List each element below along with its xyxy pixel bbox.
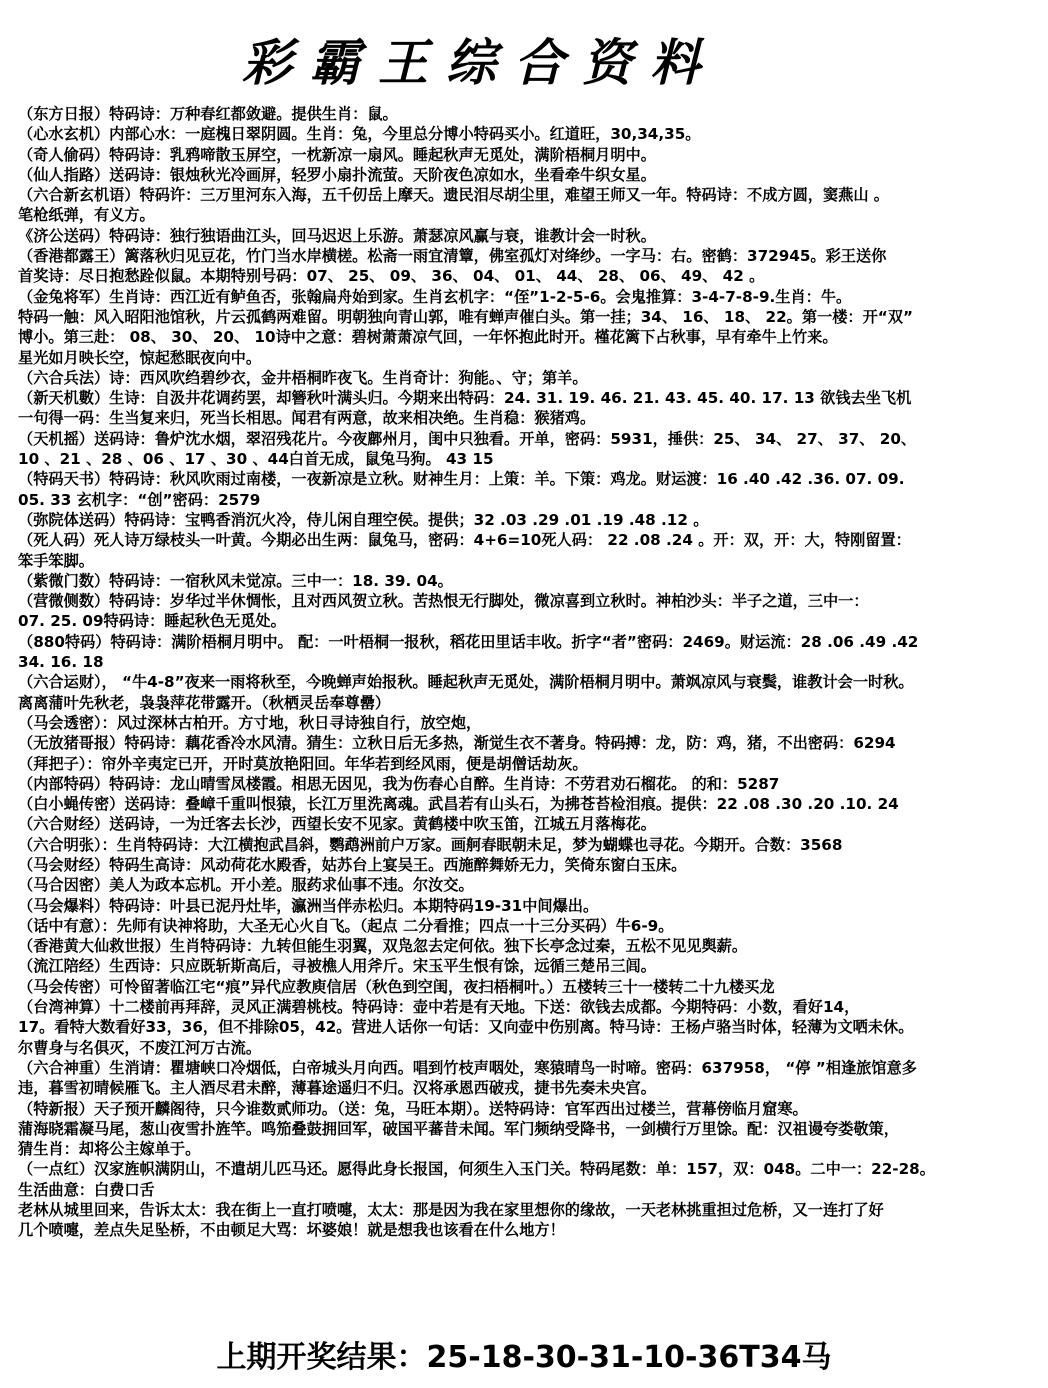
text-line: 尔曹身与名俱灭，不废江河万古流。 [18, 1038, 261, 1057]
text-line: （香港黄大仙救世报）生肖特码诗：九转但能生羽翼，双凫忽去定何依。独下长亭念过秦，五松不见见舆薪。 [18, 937, 747, 956]
text-line: 老林从城里回来，告诉太太：我在街上一直打喷嚏，太太：那是因为我在家里想你的缘故，一天老林挑重担过危桥，又一连打了好 [18, 1201, 884, 1220]
text-line: （奇人偷码）特码诗：乳鸦啼散玉屏空，一枕新凉一扇风。睡起秋声无觅处，满阶梧桐月明中。 [18, 145, 656, 164]
text-line: 一句得一码：生当复来归，死当长相思。闻君有两意，故来相决绝。生肖稳：猴猪鸡。 [18, 409, 596, 428]
text-line: 笔枪纸弹，有义方。 [18, 206, 155, 225]
text-line: 星光如月映长空，惊起愁眠夜向中。 [18, 348, 261, 367]
text-line: （天机摇）送码诗：鲁炉沈水烟，翠沼残花片。今夜鄜州月，闺中只独看。开单，密码：5931，捶供：25、 34、 27、 37、 20、 [18, 429, 917, 448]
text-line: （东方日报）特码诗：万种春红都敛避。提供生肖：鼠。 [18, 105, 398, 123]
text-line: 17。看特大数看好33，36，但不排除05，42。营进人话你一句话：又向壶中伤别离。特马诗：王杨卢骆当时体，轻薄为文哂未休。 [18, 1018, 914, 1037]
text-line: （马会爆料）特码诗：叶县已泥丹灶毕，瀛洲当伴赤松归。本期特码19-31中间爆出。 [18, 896, 599, 915]
text-line: 34. 16. 18 [18, 653, 104, 672]
text-line: 《济公送码）特码诗：独行独语曲江头，回马迟迟上乐游。萧瑟凉风赢与衰，谁教计会一时秋。 [18, 226, 656, 245]
text-line: （特码天书）特码诗：秋风吹雨过南楼，一夜新凉是立秋。财神生月：上策：羊。下策：鸡龙。财运渡：16 .40 .42 .36. 07. 09. [18, 470, 905, 489]
text-line: （六合兵法）诗：西风吹绉碧纱衣，金井梧桐昨夜飞。生肖奇计：狗能。、守；第羊。 [18, 368, 588, 387]
text-line: （仙人指路）送码诗：银烛秋光冷画屏，轻罗小扇扑流萤。天阶夜色凉如水，坐看牵牛织女星。 [18, 165, 656, 184]
text-line: （弥院体送码）特码诗：宝鸭香消沉火冷，侍儿闲自理空侯。提供；32 .03 .29 .01 .19 .48 .12 。 [18, 510, 709, 529]
text-line: 05. 33 玄机字：“创”密码：2579 [18, 490, 261, 509]
text-line: 07. 25. 09特码诗：睡起秋色无觅处。 [18, 612, 286, 631]
text-line: （拜把子）：帘外辛夷定已开，开时莫放艳阳回。年华若到经风雨，便是胡僧话劫灰。 [18, 754, 588, 773]
text-line: （新天机數）生诗：自汲井花调药罢，却簪秋叶满头归。今期来出特码：24. 31. 19. 46. 21. 43. 45. 40. 17. 13 欲钱去坐飞机 [18, 389, 912, 408]
text-line: （营微侧数）特码诗：岁华过半休惆怅，且对西风贺立秋。苦热恨无行脚处，微凉喜到立秋时。神柏沙头：半子之道，三中一： [18, 592, 869, 611]
text-line: （马会传密）可怜留著临江宅“痕”异代应教庾信居（秋色到空闺，夜扫梧桐叶。）五楼转三十一楼转二十九楼买龙 [18, 977, 775, 996]
text-line: （心水玄机）内部心水：一庭槐日翠阴圆。生肖：兔，今里总分博小特码买小。红道旺，30,34,35。 [18, 125, 701, 144]
text-line: （无放猪哥报）特码诗：藕花香冷水风清。猜生：立秋日后无多热，渐觉生衣不著身。特码搏：龙，防：鸡，猪，不出密码：6294 [18, 734, 896, 753]
text-line: （台湾神算）十二楼前再拜辞，灵风正满碧桃枝。特码诗：壶中若是有天地。下送：欲钱去成都。今期特码：小数，看好14， [18, 998, 860, 1017]
text-line: （香港都露王）篱落秋归见豆花，竹门当水岸横槎。松斋一雨宜清簟，佛室孤灯对绛纱。一字马：右。密鹤：372945。彩王送你 [18, 247, 887, 266]
text-line: 特码一触：风入昭阳池馆秋，片云孤鹤两难留。明朝独向青山郭，唯有蝉声催白头。第一挂；34、 16、 18、 22。第一楼：开“双” [18, 307, 913, 326]
text-line: 几个喷嚏，差点失足坠桥，不由顿足大骂：坏婆娘！就是想我也该看在什么地方！ [18, 1221, 565, 1240]
text-line: （流江陪经）生西诗：只应既斩斯高后，寻被樵人用斧斤。宋玉平生恨有馀，远循三楚吊三闾。 [18, 957, 656, 976]
text-line: （六合运财）， “牛4-8”夜来一雨将秋至，今晚蝉声始报秋。睡起秋声无觅处，满阶梧桐月明中。萧飒凉风与衰鬓，谁教计会一时秋。 [18, 673, 914, 692]
text-line: （话中有意）：先师有诀神将助，大圣无心火自飞。（起点 二分看推；四点一十三分买码）牛6-9。 [18, 916, 674, 935]
text-line: （死人码）死人诗万绿枝头一叶黄。今期必出生两：鼠兔马，密码：4+6=10死人码： 22 .08 .24 。开：双，开：大，特刚留置： [18, 531, 911, 550]
text-line: 蒲海晓霜凝马尾，葱山夜雪扑旌竿。鸣笳叠鼓拥回军，破国平蕃昔未闻。军门频纳受降书，一剑横行万里馀。配：汉祖谩夸娄敬策， [18, 1119, 899, 1138]
text-line: 首奖诗：尽日抱愁跧似鼠。本期特别号码：07、 25、 09、 36、 04、 01、 44、 28、 06、 49、 42 。 [18, 267, 765, 286]
text-line: （紫微门数）特码诗：一宿秋风未觉凉。三中一：18. 39. 04。 [18, 571, 453, 590]
text-line: （金兔将军）生肖诗：西江近有鲈鱼否，张翰扁舟始到家。生肖玄机字：“侄”1-2-5-6。会鬼推算：3-4-7-8-9.生肖：牛。 [18, 287, 852, 306]
text-line: （白小蝇传密）送码诗：叠嶂千重叫恨猿，长江万里洗离魂。武昌若有山头石，为拂苍苔检泪痕。提供：22 .08 .30 .20 .10. 24 [18, 795, 899, 814]
text-line: 博小。第三赴： 08、 30、 20、 10诗中之意：碧树萧萧凉气回，一年怀抱此时开。槿花篱下占秋事，早有牵牛上竹来。 [18, 328, 838, 347]
last-draw-result: 上期开奖结果：25-18-30-31-10-36T34马 [216, 1340, 832, 1375]
text-line: 生活曲意：白费口舌 [18, 1180, 155, 1199]
document-body [18, 104, 1042, 1241]
text-line: （六合财经）送码诗，一为迁客去长沙，西望长安不见家。黄鹤楼中吹玉笛，江城五月落梅花。 [18, 815, 656, 834]
text-line: （一点红）汉家旌帜满阴山，不遣胡儿匹马还。愿得此身长报国，何须生入玉门关。特码尾数：单：157，双：048。二中一：22-28。 [18, 1160, 935, 1179]
text-line: （马会透密）：风过深林古柏开。方寸地，秋日寻诗独自行，放空炮， [18, 713, 482, 732]
text-line: 违，暮雪初晴候雁飞。主人酒尽君未醉，薄暮途遥归不归。汉将承恩西破戎，捷书先奏未央宫。 [18, 1079, 656, 1098]
text-line: 离离蒲叶先秋老，袅袅萍花带露开。（秋栖灵岳奉尊罍） [18, 693, 391, 712]
text-line: （六合明张）：生肖特码诗：大江横抱武昌斜，鹦鹉洲前户万家。画舸春眠朝未足，梦为蝴蝶也寻花。今期开。合数：3568 [18, 835, 843, 854]
text-line: 10 、21 、28 、06 、17 、30 、44白首无成，鼠兔马狗。 43 15 [18, 450, 494, 469]
text-line: （特新报）天子预开麟阁待，只今谁数贰师功。（送：兔，马旺本期）。送特码诗：官军西出过楼兰，营幕傍临月窟寒。 [18, 1099, 808, 1118]
text-line: 猜生肖：却将公主嫁单于。 [18, 1140, 201, 1159]
text-line: （六合新玄机语）特码许：三万里河东入海，五千仞岳上摩天。遗民泪尽胡尘里，难望王师又一年。特码诗：不成方圆，窦燕山 。 [18, 186, 889, 205]
text-line: （内部特码）特码诗：龙山晴雪凤楼霞。相思无因见，我为伤春心自醉。生肖诗：不劳君劝石榴花。 的和：5287 [18, 774, 780, 793]
text-line: （六合神重）生消请：瞿塘峡口冷烟低，白帝城头月向西。唱到竹枝声咽处，寒猿晴鸟一时啼。密码：637958， “停 ”相逢旅馆意多 [18, 1058, 917, 1077]
text-line: （马合因密）美人为政本忘机。开小差。服药求仙事不违。尔汝交。 [18, 876, 474, 895]
text-line: （880特码）特码诗：满阶梧桐月明中。 配：一叶梧桐一报秋，稻花田里话丰收。折字“者”密码：2469。财运流：28 .06 .49 .42 [18, 632, 919, 651]
text-line: （马会财经）特码生高诗：风动荷花水殿香，姑苏台上宴吴王。西施醉舞娇无力，笑倚东窗白玉床。 [18, 855, 687, 874]
text-line: 笨手笨脚。 [18, 551, 94, 570]
page-title: 彩霸王综合资料 [242, 33, 718, 92]
